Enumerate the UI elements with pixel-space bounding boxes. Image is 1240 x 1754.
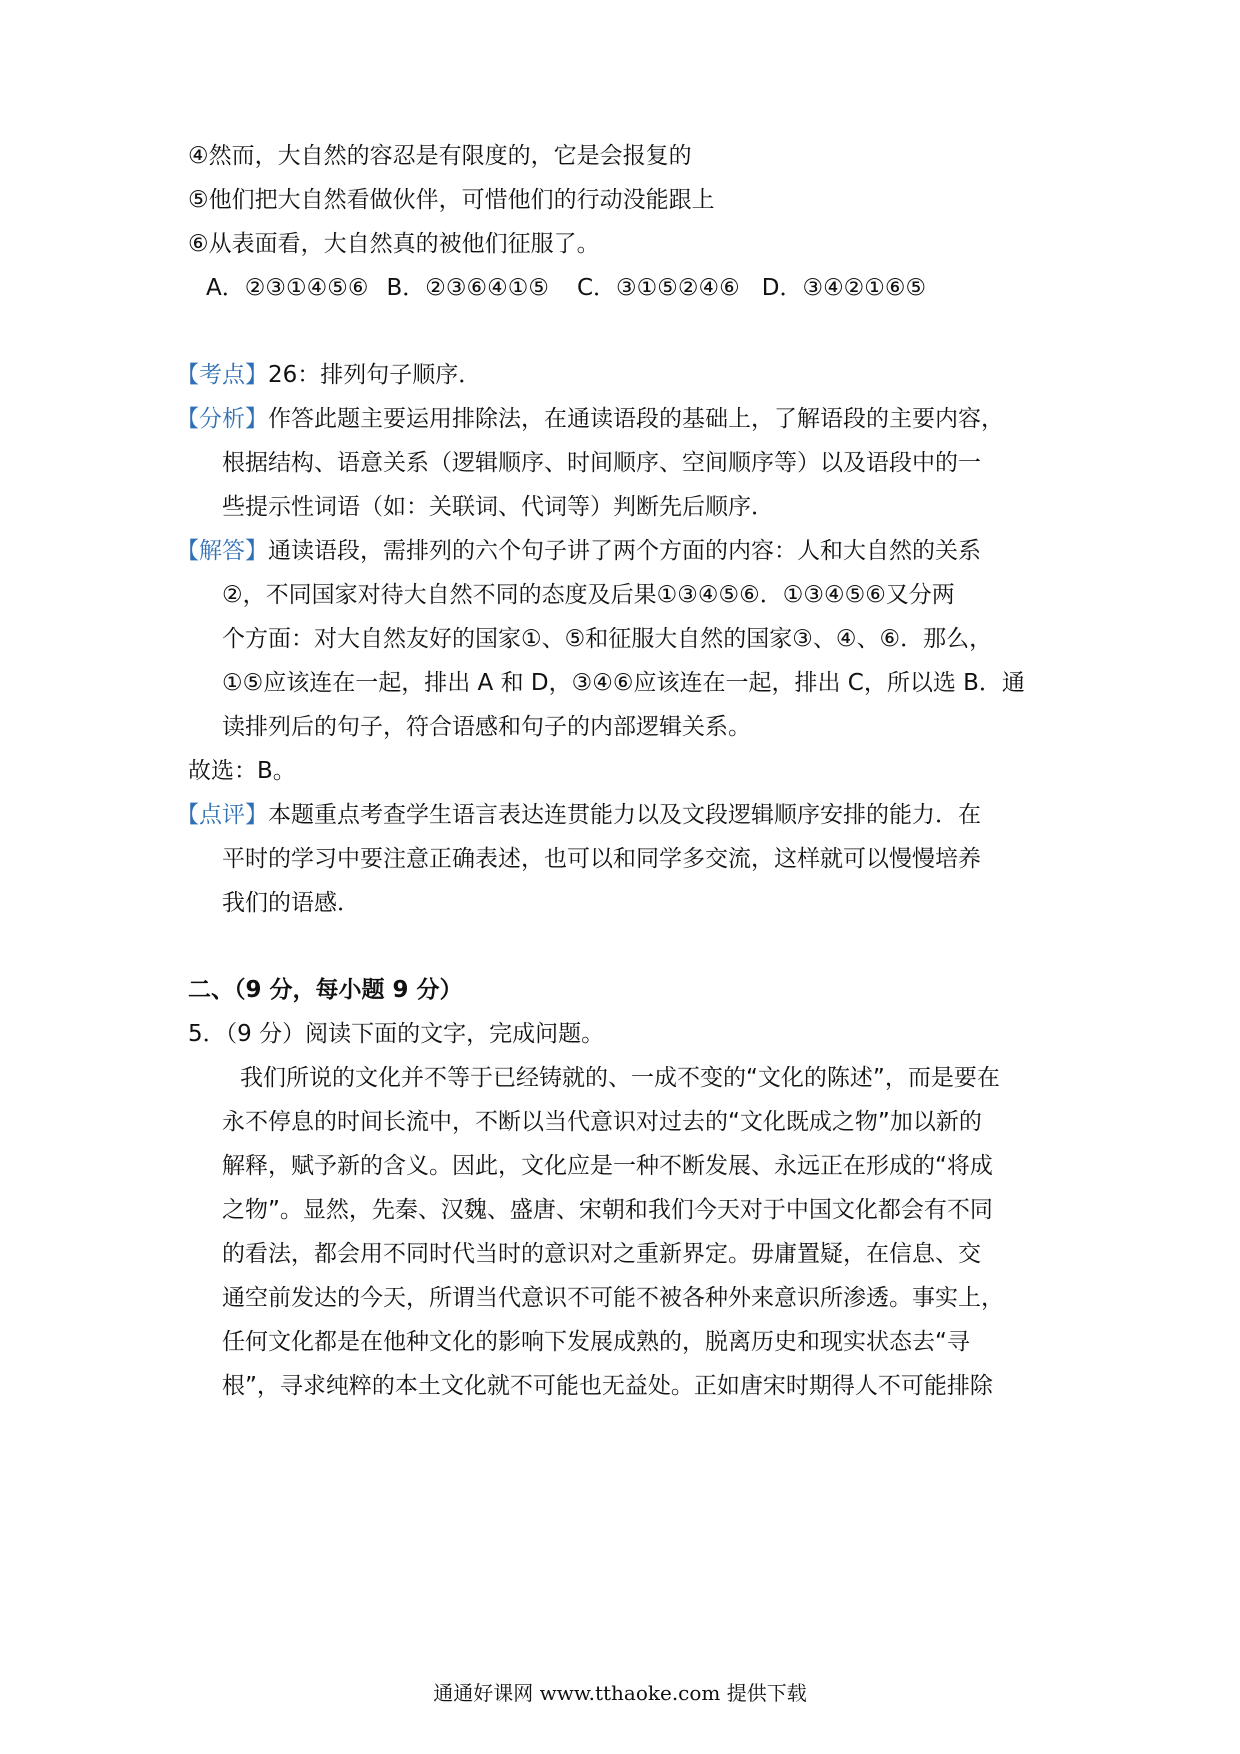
q4-options [206,273,926,303]
jieda-line-2: ②，不同国家对待大自然不同的态度及后果①③④⑤⑥．①③④⑤⑥又分两 [222,582,955,608]
page-footer: 通通好课网 www.tthaoke.com 提供下载 [433,1681,807,1705]
q4-item-5: ⑤他们把大自然看做伙伴，可惜他们的行动没能跟上 [188,187,715,213]
passage-line-7: 任何文化都是在他种文化的影响下发展成熟的，脱离历史和现实状态去“寻 [222,1329,970,1355]
passage-line-3: 解释，赋予新的含义。因此，文化应是一种不断发展、永远正在形成的“将成 [222,1153,993,1179]
q4-item-4: ④然而，大自然的容忍是有限度的，它是会报复的 [188,143,692,169]
section-heading: 二、（9 分，每小题 9 分） [188,977,463,1003]
fenxi-line-1: 作答此题主要运用排除法，在通读语段的基础上，了解语段的主要内容， [268,406,1004,432]
jieda-row [176,536,981,566]
q4-item-6: ⑥从表面看，大自然真的被他们征服了。 [188,231,600,257]
option-a: A．②③①④⑤⑥ [206,275,369,301]
passage-line-5: 的看法，都会用不同时代当时的意识对之重新界定。毋庸置疑，在信息、交 [222,1241,981,1267]
option-b: B．②③⑥④①⑤ [386,275,549,301]
passage-line-8: 根”，寻求纯粹的本土文化就不可能也无益处。正如唐宋时期得人不可能排除 [222,1373,993,1399]
dianping-line-3: 我们的语感． [222,890,360,916]
jieda-line-3: 个方面：对大自然友好的国家①、⑤和征服大自然的国家③、④、⑥．那么， [222,626,993,652]
dianping-line-1: 本题重点考查学生语言表达连贯能力以及文段逻辑顺序安排的能力．在 [268,802,981,828]
dianping-line-2: 平时的学习中要注意正确表述，也可以和同学多交流，这样就可以慢慢培养 [222,846,981,872]
passage-line-6: 通空前发达的今天，所谓当代意识不可能不被各种外来意识所渗透。事实上， [222,1285,1004,1311]
option-d: D．③④②①⑥⑤ [761,275,927,301]
dianping-tag: 【点评】 [176,802,268,828]
jieda-line-5: 读排列后的句子，符合语感和句子的内部逻辑关系。 [222,714,751,740]
jieda-line-1: 通读语段，需排列的六个句子讲了两个方面的内容：人和大自然的关系 [268,538,981,564]
kaodian-tag: 【考点】 [176,362,268,388]
fenxi-tag: 【分析】 [176,406,268,432]
fenxi-row [176,404,1004,434]
jieda-tag: 【解答】 [176,538,268,564]
fenxi-line-3: 些提示性词语（如：关联词、代词等）判断先后顺序． [222,494,774,520]
jieda-line-4: ①⑤应该连在一起，排出 A 和 D，③④⑥应该连在一起，排出 C，所以选 B．通 [222,670,1025,696]
passage-line-2: 永不停息的时间长流中，不断以当代意识对过去的“文化既成之物”加以新的 [222,1109,982,1135]
q5-intro: 5．（9 分）阅读下面的文字，完成问题。 [188,1021,605,1047]
passage-line-1: 我们所说的文化并不等于已经铸就的、一成不变的“文化的陈述”，而是要在 [240,1065,1000,1091]
kaodian-text: 26：排列句子顺序． [268,362,482,388]
passage-line-4: 之物”。显然，先秦、汉魏、盛唐、宋朝和我们今天对于中国文化都会有不同 [222,1197,993,1223]
option-c: C．③①⑤②④⑥ [576,275,740,301]
answer-line: 故选：B。 [188,758,296,784]
dianping-row [176,800,981,830]
kaodian-row [176,360,481,390]
fenxi-line-2: 根据结构、语意关系（逻辑顺序、时间顺序、空间顺序等）以及语段中的一 [222,450,981,476]
